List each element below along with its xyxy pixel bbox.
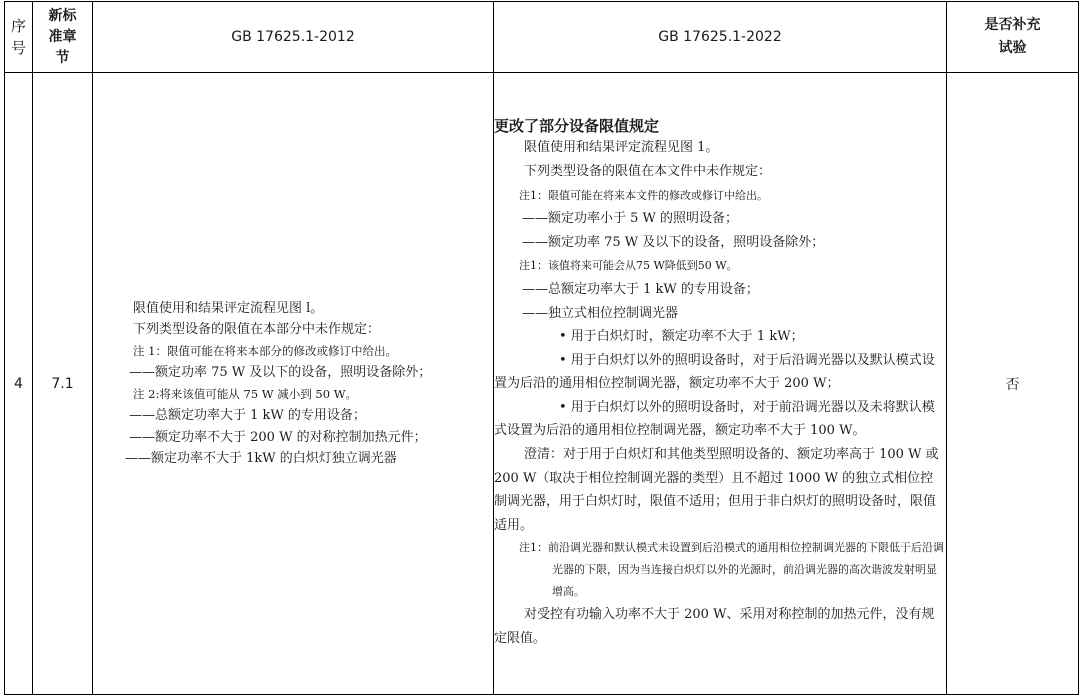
header-old-standard-text: GB 17625.1-2012 (231, 29, 355, 45)
new-paragraph: 限值使用和结果评定流程见图 1。 (524, 140, 719, 156)
new-standard-cell (494, 73, 947, 695)
row-supplement: 否 (947, 73, 1079, 695)
new-bullet-item: • 用于白炽灯时，额定功率不大于 1 kW； (559, 329, 804, 345)
header-supplement-text: 是否补充试验 (984, 17, 1041, 56)
old-note: 注 1：限值可能在将来本部分的修改或修订中给出。 (133, 343, 397, 358)
header-seq (5, 2, 33, 73)
header-section (33, 2, 93, 73)
new-bullet-item: • 用于白炽灯以外的照明设备时，对于后沿调光器以及默认模式设置为后沿的通用相位控制调光器，额定功率不大于 200 W； (494, 352, 935, 392)
new-note-label: 注1： (519, 541, 548, 555)
header-supplement (947, 2, 1079, 73)
new-note-text: 前沿调光器和默认模式未设置到后沿模式的通用相位控制调光器的下限低于后沿调光器的下限，因为当连接白炽灯以外的光源时，前沿调光器的高次谐波发射明显增高。 (548, 541, 944, 599)
new-bullet-item: • 用于白炽灯以外的照明设备时，对于前沿调光器以及未将默认模式设置为后沿的通用相位控制调光器，额定功率不大于 100 W。 (494, 399, 935, 439)
header-section-text: 新标准章节 (48, 7, 77, 66)
new-list-item: ——额定功率 75 W 及以下的设备，照明设备除外； (522, 234, 825, 250)
header-seq-text: 序号 (10, 17, 26, 57)
new-note: 注1：限值可能在将来本文件的修改或修订中给出。 (519, 188, 768, 202)
old-list-item: ——总额定功率大于 1 kW 的专用设备； (129, 408, 366, 423)
new-list-item: ——额定功率小于 5 W 的照明设备； (522, 211, 739, 227)
header-new-standard-text: GB 17625.1-2022 (658, 29, 782, 45)
new-note: 注1：该值将来可能会从75 W降低到50 W。 (519, 259, 738, 273)
new-paragraph: 下列类型设备的限值在本文件中未作规定： (524, 163, 772, 179)
header-row (5, 2, 1079, 73)
row-section: 7.1 (33, 73, 93, 695)
header-old-standard (93, 2, 494, 73)
new-note (494, 537, 946, 603)
old-list-item: ——额定功率 75 W 及以下的设备，照明设备除外； (129, 365, 432, 380)
old-paragraph: 下列类型设备的限值在本部分中未作规定： (133, 322, 381, 337)
change-title: 更改了部分设备限值规定 (494, 117, 660, 136)
comparison-table (4, 1, 1079, 695)
old-standard-cell (93, 73, 494, 695)
old-list-item: ——额定功率不大于 200 W 的对称控制加热元件； (129, 429, 427, 445)
new-list-item: ——独立式相位控制调光器 (522, 305, 679, 321)
old-note: 注 2:将来该值可能从 75 W 减小到 50 W。 (133, 386, 358, 401)
new-paragraph: 对受控有功输入功率不大于 200 W、采用对称控制的加热元件，没有规定限值。 (494, 607, 935, 647)
new-clarification: 澄清：对于用于白炽灯和其他类型照明设备的、额定功率高于 100 W 或 200 W（取决于相位控制调光器的类型）且不超过 1000 W 的独立式相位控制调光器，用于白炽灯时，限值不适用；但用于非白炽灯的照明设备时，限值适用。 (494, 447, 939, 533)
row-seq: 4 (5, 73, 33, 695)
new-list-item: ——总额定功率大于 1 kW 的专用设备； (522, 281, 759, 297)
old-paragraph: 限值使用和结果评定流程见图 l。 (133, 300, 324, 316)
table-row (5, 73, 1079, 695)
old-standard-text (93, 298, 493, 470)
header-new-standard (494, 2, 947, 73)
old-list-item: ——额定功率不大于 1kW 的白炽灯独立调光器 (125, 451, 397, 466)
